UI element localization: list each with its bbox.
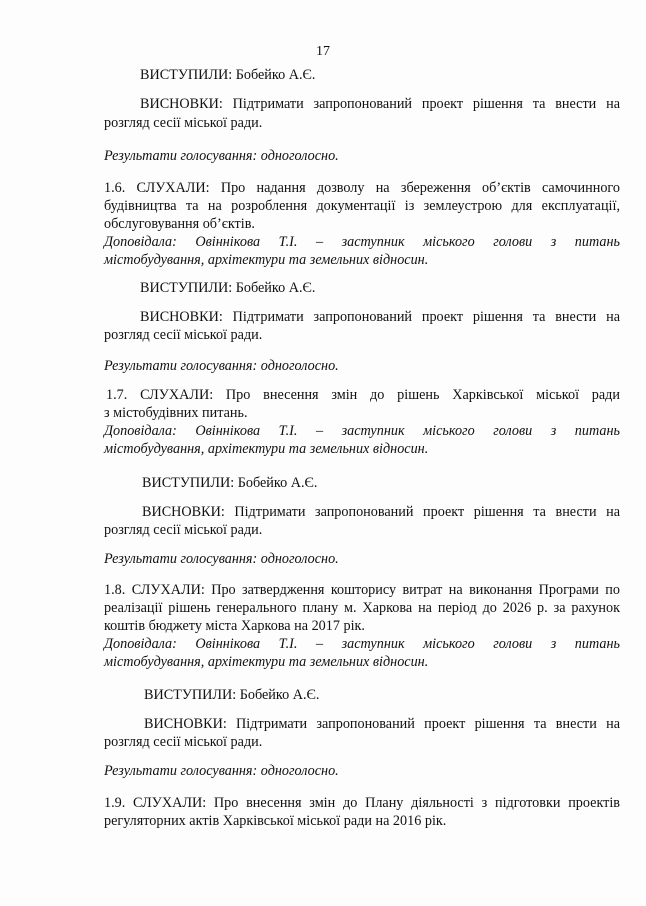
page-number: 17 [316, 44, 330, 59]
heard-line: коштів бюджету міста Харкова на 2017 рік. [104, 618, 365, 634]
vote-result: Результати голосування: одноголосно. [104, 551, 339, 567]
heard-line: обслуговування об’єктів. [104, 216, 255, 232]
speaker-line: Доповідала: Овіннікова Т.І. – заступник міського голови з питань [104, 234, 620, 250]
heard-line: 1.8. СЛУХАЛИ: Про затвердження кошторису витрат на виконання Програми по [104, 582, 620, 598]
speaker-line: містобудування, архітектури та земельних відносин. [104, 654, 429, 670]
conclusion-line: розгляд сесії міської ради. [104, 327, 263, 343]
heard-line: реалізації рішень генерального плану м. Харкова на період до 2026 р. за рахунок [104, 600, 620, 616]
heard-line: 1.9. СЛУХАЛИ: Про внесення змін до Плану діяльності з підготовки проектів [104, 795, 620, 811]
heard-line: 1.7. СЛУХАЛИ: Про внесення змін до рішень Харківської міської ради [106, 387, 620, 403]
spoke-line: ВИСТУПИЛИ: Бобейко А.Є. [142, 475, 318, 491]
conclusion-line: ВИСНОВКИ: Підтримати запропонований проект рішення та внести на [144, 716, 620, 732]
heard-line: регуляторних актів Харківської міської ради на 2016 рік. [104, 813, 447, 829]
conclusion-line: ВИСНОВКИ: Підтримати запропонований проект рішення та внести на [142, 504, 620, 520]
conclusion-line: розгляд сесії міської ради. [104, 115, 263, 131]
conclusion-line: ВИСНОВКИ: Підтримати запропонований проект рішення та внести на [140, 309, 620, 325]
heard-line: 1.6. СЛУХАЛИ: Про надання дозволу на збереження об’єктів самочинного [104, 180, 620, 196]
heard-line: з містобудівних питань. [104, 405, 248, 421]
speaker-line: містобудування, архітектури та земельних відносин. [104, 252, 429, 268]
speaker-line: Доповідала: Овіннікова Т.І. – заступник міського голови з питань [104, 423, 620, 439]
conclusion-line: ВИСНОВКИ: Підтримати запропонований проект рішення та внести на [140, 96, 620, 112]
speaker-line: містобудування, архітектури та земельних відносин. [104, 441, 429, 457]
spoke-line: ВИСТУПИЛИ: Бобейко А.Є. [144, 687, 320, 703]
speaker-line: Доповідала: Овіннікова Т.І. – заступник міського голови з питань [104, 636, 620, 652]
conclusion-line: розгляд сесії міської ради. [104, 522, 263, 538]
spoke-line: ВИСТУПИЛИ: Бобейко А.Є. [140, 280, 316, 296]
spoke-line: ВИСТУПИЛИ: Бобейко А.Є. [140, 67, 316, 83]
vote-result: Результати голосування: одноголосно. [104, 148, 339, 164]
conclusion-line: розгляд сесії міської ради. [104, 734, 263, 750]
vote-result: Результати голосування: одноголосно. [104, 358, 339, 374]
heard-line: будівництва та на розроблення документації із землеустрою для експлуатації, [104, 198, 620, 214]
vote-result: Результати голосування: одноголосно. [104, 763, 339, 779]
